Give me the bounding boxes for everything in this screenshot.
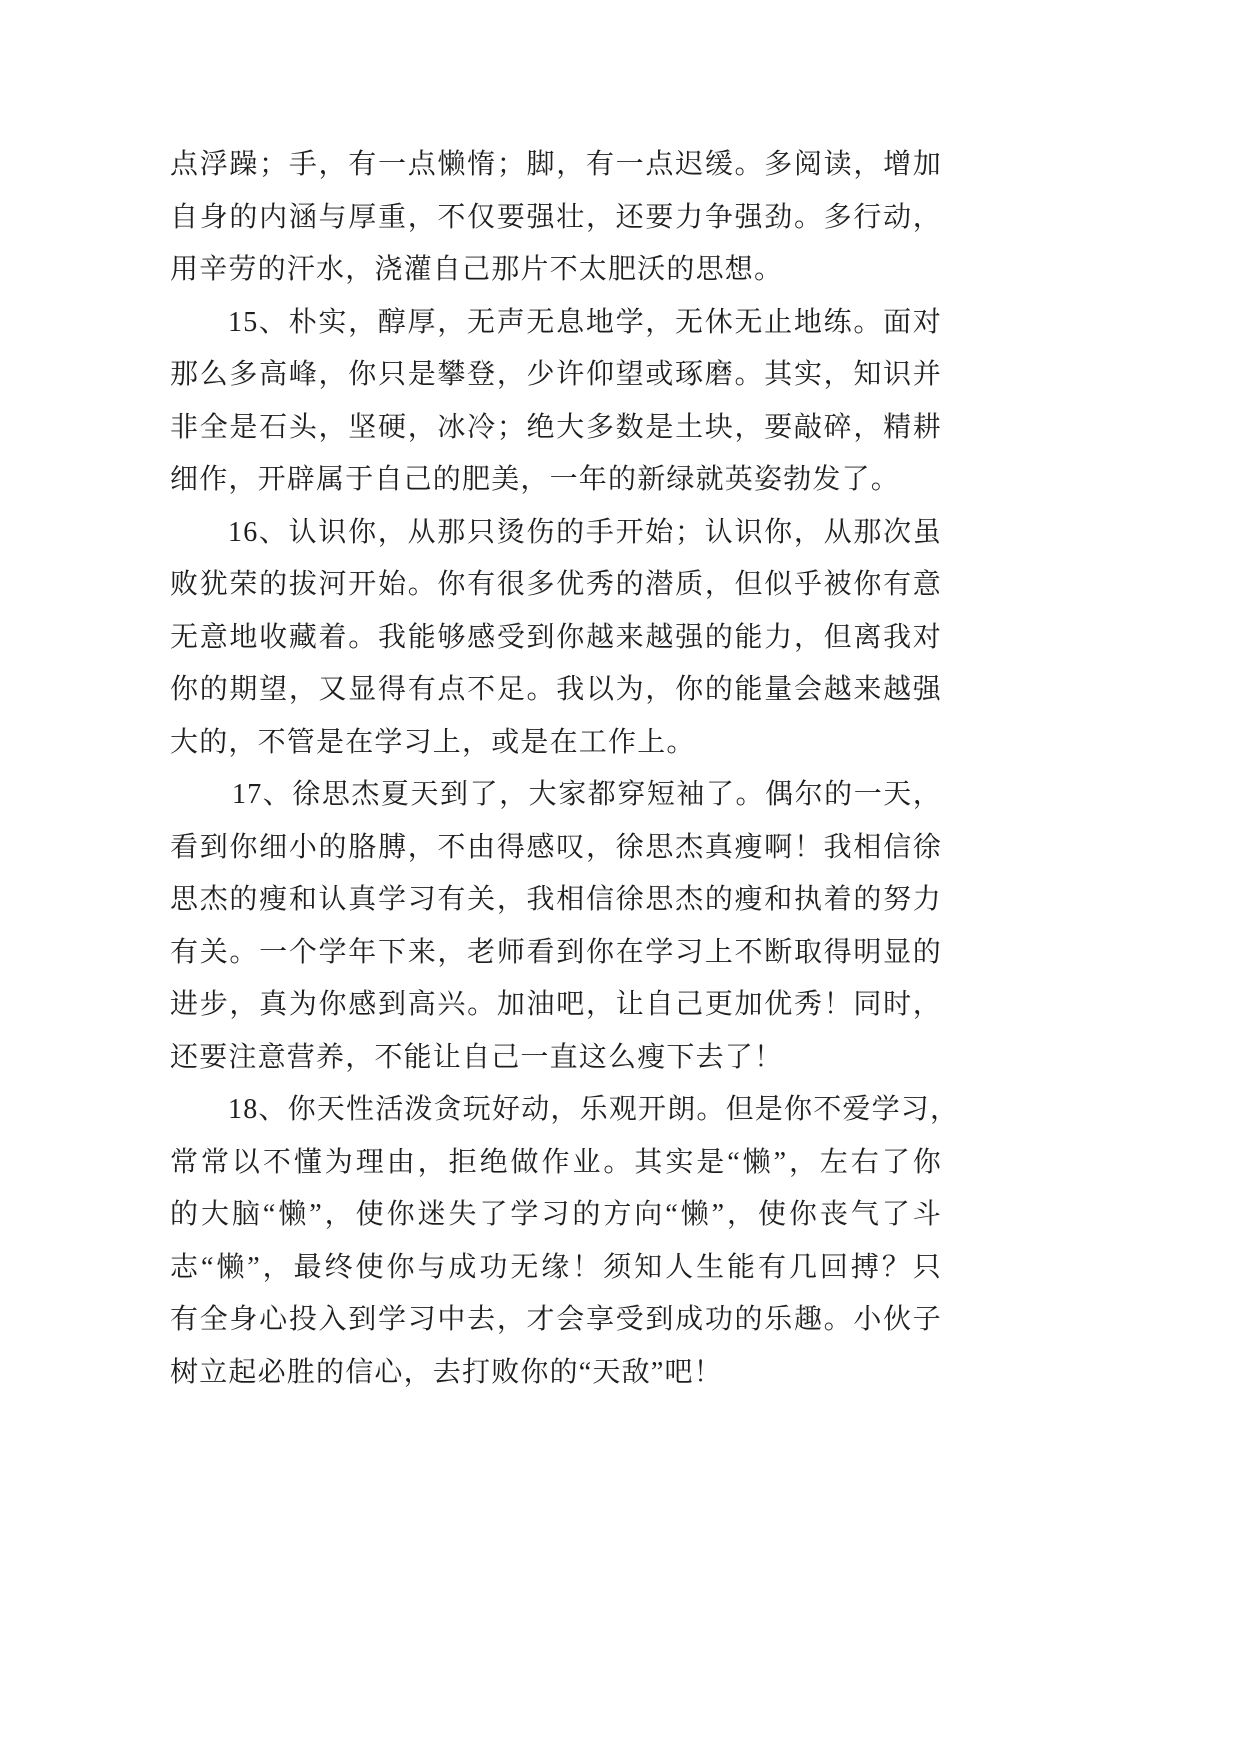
paragraph-15: [170, 297, 942, 507]
text-line: 进步，真为你感到高兴。加油吧，让自己更加优秀！同时，: [170, 989, 942, 1020]
document-page: [170, 139, 960, 1399]
text-line: 常常以不懂为理由，拒绝做作业。其实是“懒”，左右了你: [170, 1146, 942, 1178]
paragraph-18: [170, 1084, 960, 1399]
paragraph-continued: [170, 139, 942, 297]
text-line: 17、徐思杰夏天到了，大家都穿短袖了。偶尔的一天，: [232, 779, 942, 810]
text-line: 还要注意营养，不能让自己一直这么瘦下去了！: [170, 1041, 784, 1073]
text-line: 有全身心投入到学习中去，才会享受到成功的乐趣。小伙子: [170, 1304, 942, 1335]
text-line: 那么多高峰，你只是攀登，少许仰望或琢磨。其实，知识并: [170, 359, 942, 390]
text-line: 大的，不管是在学习上，或是在工作上。: [170, 726, 696, 758]
text-line: 细作，开辟属于自己的肥美，一年的新绿就英姿勃发了。: [170, 464, 901, 495]
text-line: 的大脑“懒”，使你迷失了学习的方向“懒”，使你丧气了斗: [170, 1199, 942, 1230]
text-line: 15、朴实，醇厚，无声无息地学，无休无止地练。面对: [228, 306, 942, 338]
text-line: 败犹荣的拔河开始。你有很多优秀的潜质，但似乎被你有意: [170, 569, 942, 600]
text-line: 无意地收藏着。我能够感受到你越来越强的能力，但离我对: [170, 621, 942, 653]
text-line: 自身的内涵与厚重，不仅要强壮，还要力争强劲。多行动，: [170, 201, 942, 233]
text-line: 18、你天性活泼贪玩好动，乐观开朗。但是你不爱学习，: [228, 1094, 960, 1125]
paragraph-16: [170, 507, 942, 770]
text-line: 用辛劳的汗水，浇灌自己那片不太肥沃的思想。: [170, 254, 784, 285]
text-line: 树立起必胜的信心，去打败你的“天敌”吧！: [170, 1356, 723, 1388]
text-line: 志“懒”，最终使你与成功无缘！须知人生能有几回搏？只: [170, 1251, 942, 1283]
text-line: 非全是石头，坚硬，冰冷；绝大多数是土块，要敲碎，精耕: [170, 411, 942, 443]
text-line: 看到你细小的胳膊，不由得感叹，徐思杰真瘦啊！我相信徐: [170, 831, 942, 863]
text-line: 点浮躁；手，有一点懒惰；脚，有一点迟缓。多阅读，增加: [170, 149, 942, 180]
paragraph-17: [170, 769, 942, 1084]
text-line: 你的期望，又显得有点不足。我以为，你的能量会越来越强: [170, 674, 942, 705]
text-line: 16、认识你，从那只烫伤的手开始；认识你，从那次虽: [228, 516, 942, 548]
text-line: 思杰的瘦和认真学习有关，我相信徐思杰的瘦和执着的努力: [170, 884, 942, 915]
text-line: 有关。一个学年下来，老师看到你在学习上不断取得明显的: [170, 936, 942, 968]
